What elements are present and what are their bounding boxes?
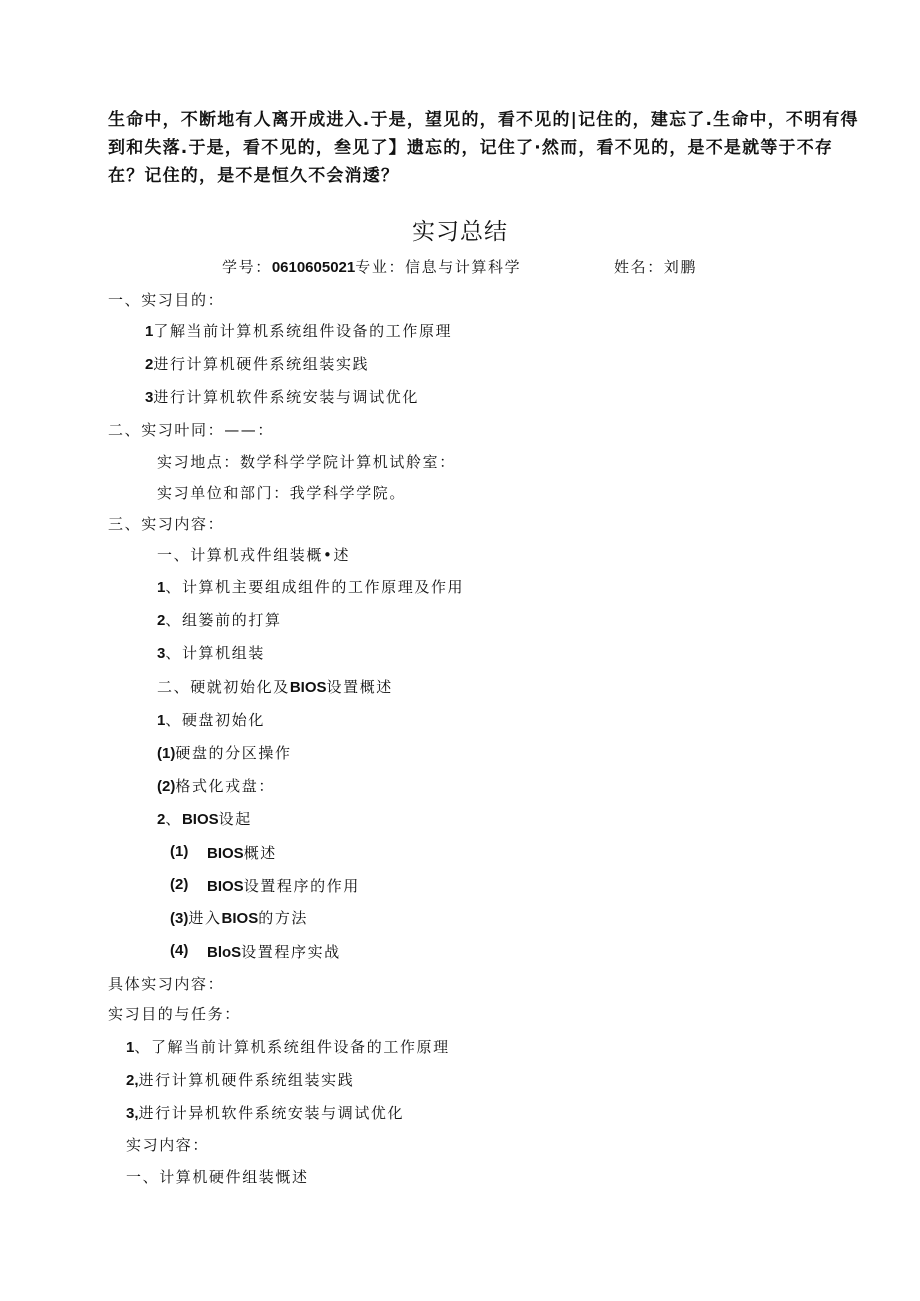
list-item: 2进行计算机硬件系统组装实践 <box>145 355 370 373</box>
list-item: (1) <box>170 843 189 860</box>
section-heading: 一、实习目的： <box>108 291 225 309</box>
student-id-label: 学号： <box>222 258 272 276</box>
list-item-text: BloS设置程序实战 <box>207 943 341 961</box>
list-item-text: BIOS设置程序的作用 <box>207 877 360 895</box>
intro-line: 在？记住的，是不是恒久不会消逶？ <box>108 166 400 186</box>
list-item: 1了解当前计算机系统组件设备的工作原理 <box>145 322 453 340</box>
intro-line: 生命中，不断地有人离开成进入.于是，望见的，看不见的|记住的，建忘了.生命中，不明有得 <box>108 110 859 130</box>
list-item: 3进行计算机软件系统安装与调试优化 <box>145 388 419 406</box>
subsection-heading: 二、硬就初始化及BIOS设置概述 <box>157 678 393 696</box>
section-heading: 二、实习叶同：——： <box>108 421 275 439</box>
intro-paragraph <box>108 106 859 190</box>
list-item: (4) <box>170 942 189 959</box>
list-item: 2,进行计算机硬件系统组装实践 <box>126 1071 355 1089</box>
student-id-value: 0610605021 <box>271 259 356 276</box>
paragraph-heading: 具体实习内容： <box>108 975 225 993</box>
list-item: 2、BIOS设起 <box>157 810 252 828</box>
student-name: 姓名：刘鹏 <box>614 258 698 276</box>
list-item: (2)格式化戎盘： <box>157 777 275 795</box>
document-title: 实习总结 <box>412 219 508 245</box>
paragraph-heading: 实习内容： <box>126 1136 210 1154</box>
list-item: (1)硬盘的分区操作 <box>157 744 292 762</box>
list-item: 2、组篓前的打算 <box>157 611 282 629</box>
student-info <box>222 256 521 277</box>
list-item: 1、硬盘初始化 <box>157 711 265 729</box>
list-item: 1、了解当前计算机系统组件设备的工作原理 <box>126 1038 450 1056</box>
list-item-text: BIOS概述 <box>207 844 277 862</box>
list-item: 1、计算机主要组成组件的工作原理及作用 <box>157 578 465 596</box>
subsection-heading: 一、计算机戎件组装概•述 <box>157 546 351 564</box>
subsection-heading: 一、计算机硬件组装慨述 <box>126 1168 309 1186</box>
list-item: 3,进行计异机软件系统安装与调试优化 <box>126 1104 405 1122</box>
internship-place: 实习地点：数学科学学院计算机试舲室： <box>157 453 456 471</box>
internship-unit: 实习单位和部门：我学科学学院。 <box>157 484 407 502</box>
list-item: (2) <box>170 876 189 893</box>
paragraph-heading: 实习目的与任务： <box>108 1005 241 1023</box>
list-item: (3)进入BIOS的方法 <box>170 909 309 927</box>
major-label: 专业：信息与计算科学 <box>355 258 522 276</box>
intro-line: 到和失落.于是，看不见的，叁见了】遗忘的，记住了·然而，看不见的，是不是就等于不存 <box>108 138 834 158</box>
section-heading: 三、实习内容： <box>108 515 225 533</box>
list-item: 3、计算机组装 <box>157 644 265 662</box>
